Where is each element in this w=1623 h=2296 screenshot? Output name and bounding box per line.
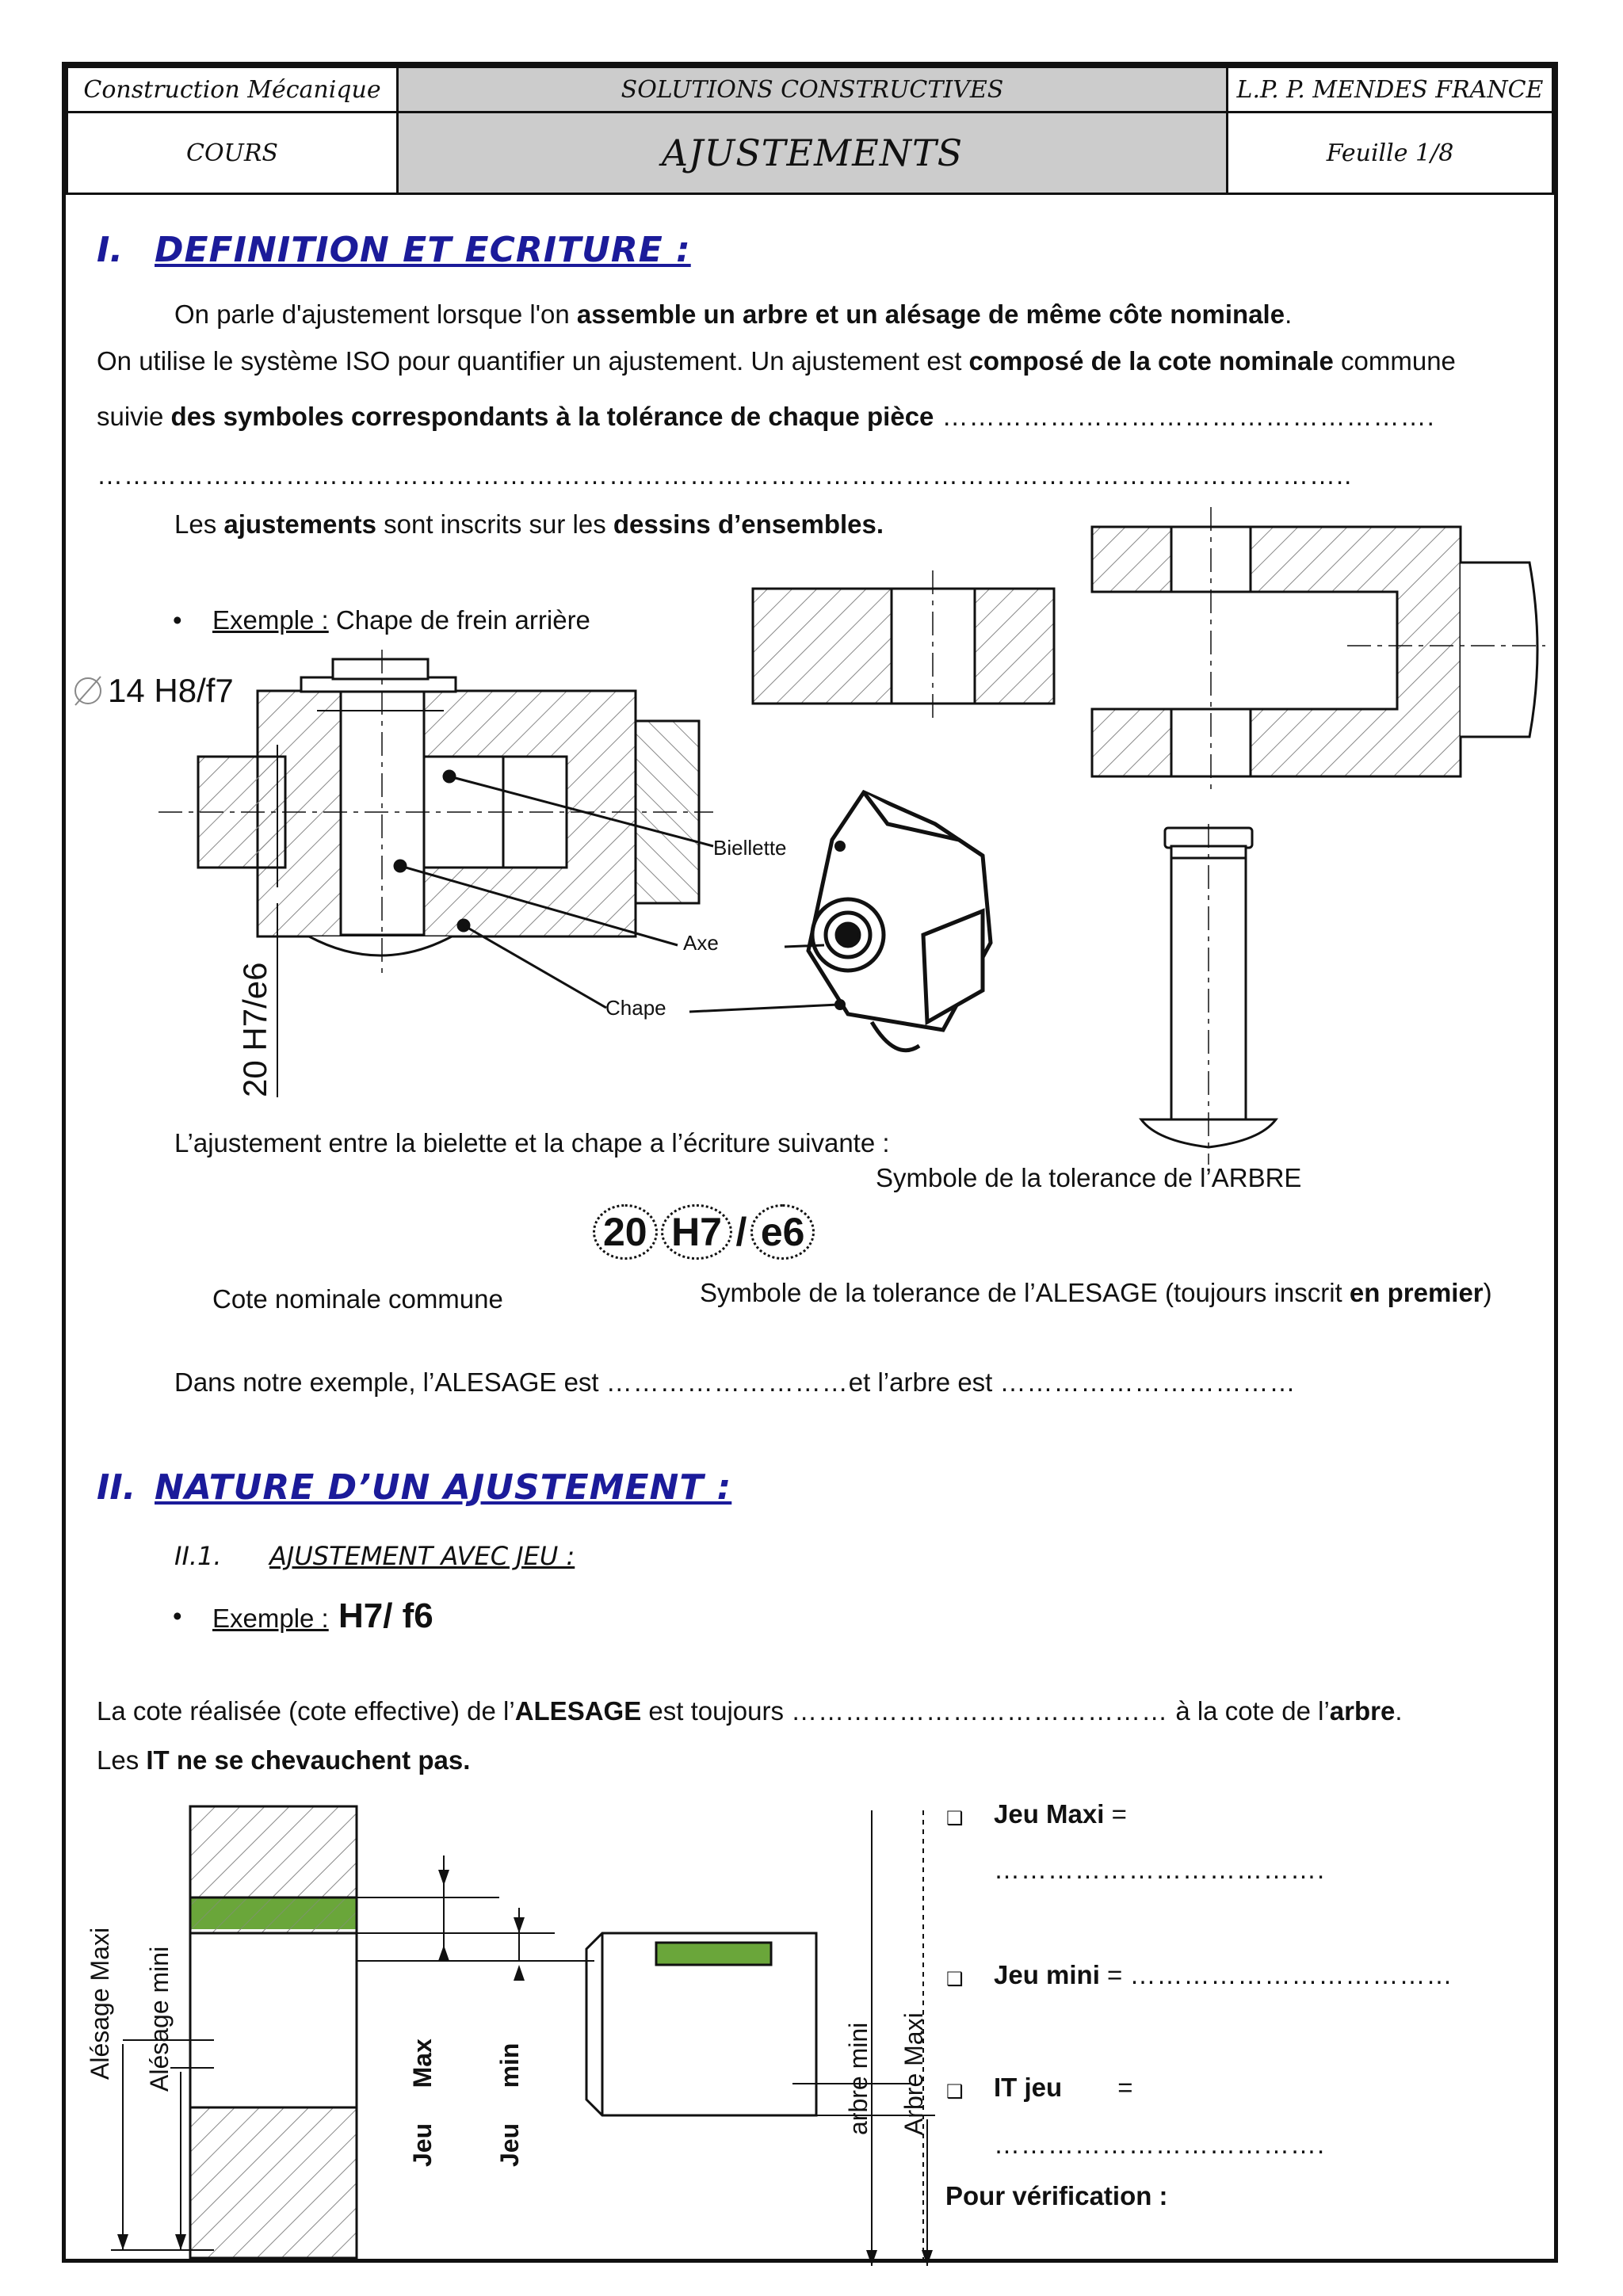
section1-paragraph5: Les ajustements sont inscrits sur les dessins d’ensembles. xyxy=(174,509,884,539)
section2-line2: Les IT ne se chevauchent pas. xyxy=(97,1745,471,1775)
it-jeu-line: ❑ IT jeu = xyxy=(994,2072,1132,2103)
section2-line1: La cote réalisée (cote effective) de l’ALESAGE est toujours …………………………………… à la cote de l’arbre. xyxy=(97,1696,1403,1726)
header-sheet: Feuille 1/8 xyxy=(1226,111,1554,195)
header-subject: Construction Mécanique xyxy=(66,66,399,113)
section1-dotted-line: ………………………………………………………………………………………………………………………….. xyxy=(97,460,1353,490)
example-answer-line: Dans notre exemple, l’ALESAGE est ………………………et l’arbre est …………………………… xyxy=(174,1367,1296,1397)
label-shaft-symbol: Symbole de la tolerance de l’ARBRE xyxy=(876,1163,1302,1192)
section2-title: NATURE D’UN AJUSTEMENT : xyxy=(155,1467,732,1508)
label-alesage-mini: Alésage mini xyxy=(145,1946,174,2092)
header-school: L.P. P. MENDES FRANCE xyxy=(1226,66,1554,113)
section1-paragraph2: On utilise le système ISO pour quantifier un ajustement. Un ajustement est composé de la cote nominale commune xyxy=(97,346,1456,376)
section1-example: • Exemple : Chape de frein arrière xyxy=(212,605,590,636)
header-title: AJUSTEMENTS xyxy=(396,111,1228,195)
label-arbre-mini: arbre mini xyxy=(844,2022,873,2135)
label-axe: Axe xyxy=(683,931,719,955)
subsection-title: AJUSTEMENT AVEC JEU : xyxy=(269,1541,575,1571)
jeu-maxi-dots: ………………………………. xyxy=(994,1855,1326,1884)
label-jeu-max: Jeu Max xyxy=(408,2039,437,2167)
header-theme: SOLUTIONS CONSTRUCTIVES xyxy=(396,66,1228,113)
dimension-left: 20 H7/e6 xyxy=(236,962,273,1097)
label-arbre-maxi: Arbre Maxi xyxy=(899,2012,928,2135)
dimension-top: 14 H8/f7 xyxy=(108,672,234,709)
subsection-number: II.1. xyxy=(174,1541,222,1571)
label-alesage-maxi: Alésage Maxi xyxy=(86,1927,114,2080)
label-chape: Chape xyxy=(605,996,666,1020)
label-biellette: Biellette xyxy=(713,836,787,860)
jeu-mini-line: ❑ Jeu mini = ……………………………… xyxy=(994,1959,1453,1991)
label-jeu-min: Jeu min xyxy=(495,2042,524,2167)
section2-example: • Exemple : H7/ f6 xyxy=(212,1600,433,1634)
fit-bore-symbol: H7 xyxy=(661,1204,732,1260)
section1-title: DEFINITION ET ECRITURE : xyxy=(155,230,691,270)
fit-nominal: 20 xyxy=(593,1204,658,1260)
section2-number: II. xyxy=(97,1467,136,1508)
section1-paragraph1: On parle d'ajustement lorsque l'on assemble un arbre et un alésage de même côte nominale. xyxy=(174,299,1293,329)
fit-sentence: L’ajustement entre la bielette et la chape a l’écriture suivante : xyxy=(174,1128,890,1158)
label-bore-symbol: Symbole de la tolerance de l’ALESAGE (toujours inscrit en premier) xyxy=(700,1278,1492,1307)
header-type: COURS xyxy=(66,111,399,195)
jeu-maxi-line: ❑ Jeu Maxi = xyxy=(994,1798,1127,1830)
it-jeu-dots: ………………………………. xyxy=(994,2130,1326,2159)
label-nominal: Cote nominale commune xyxy=(212,1284,503,1314)
section1-paragraph3: suivie des symboles correspondants à la tolérance de chaque pièce ………………………………………………. xyxy=(97,402,1435,431)
section1-number: I. xyxy=(97,230,124,270)
verification-label: Pour vérification : xyxy=(945,2181,1168,2210)
fit-notation: 20 H7 / e6 xyxy=(593,1204,815,1260)
fit-shaft-symbol: e6 xyxy=(750,1204,815,1260)
